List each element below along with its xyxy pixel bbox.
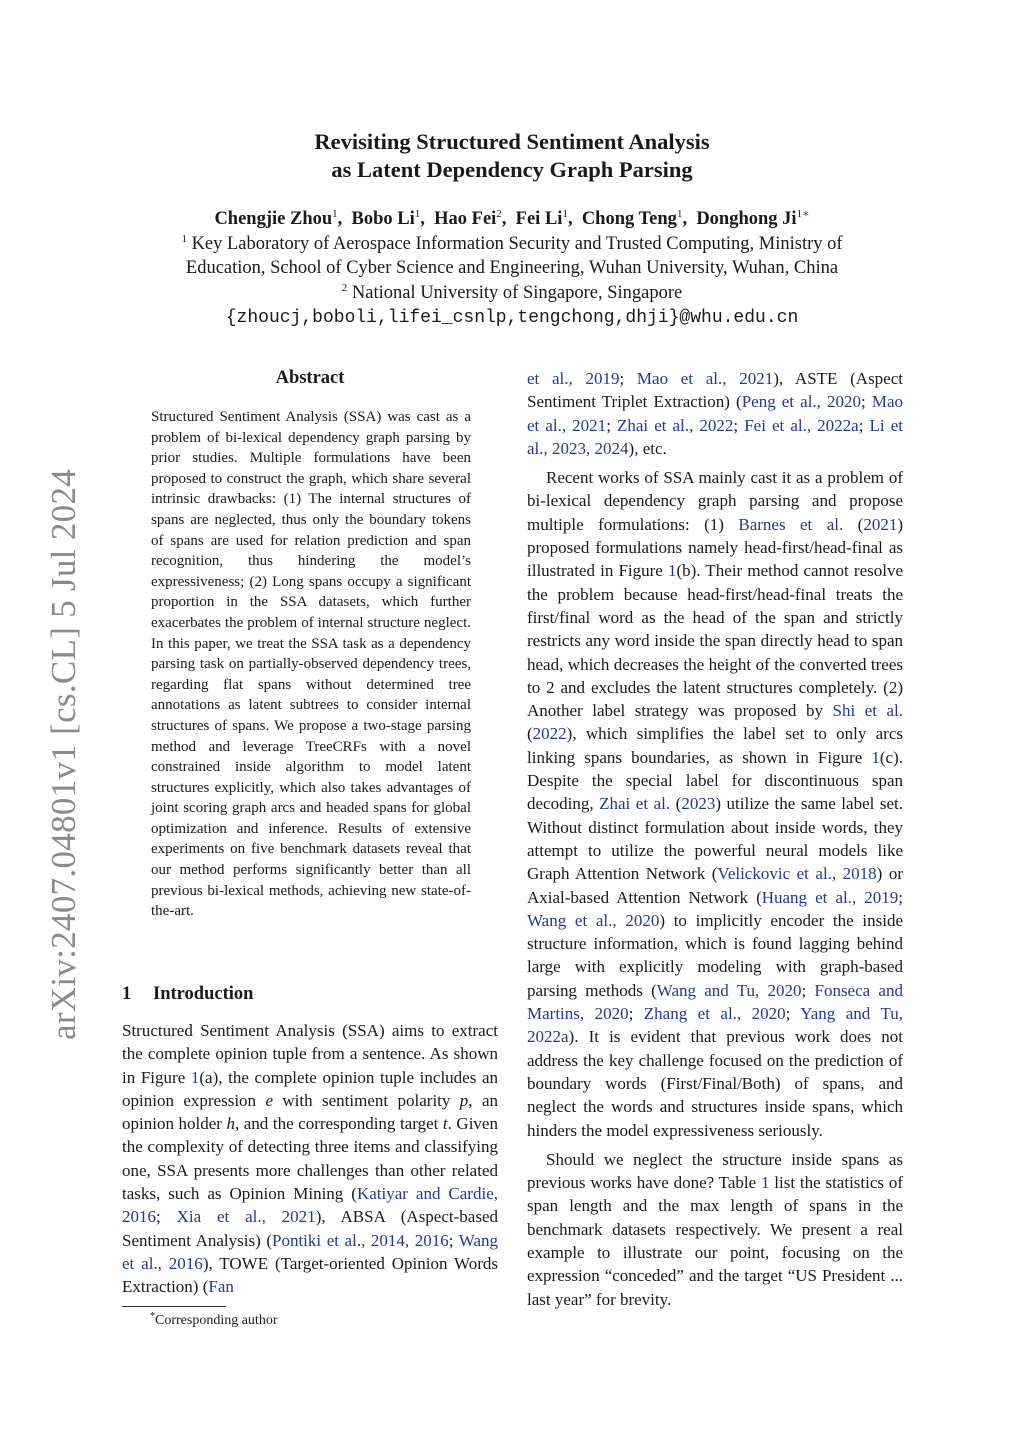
corresponding-author-mark[interactable]: ∗ [802,208,810,220]
intro-text: list the statistics of span length and the max length of spans in the benchmark datasets respectively. We present a real example to illustrate our point, focusing on the expression “conceded” and the target “US President ... last year” for brevity. [527,1173,903,1309]
citation-separator: ; [733,415,745,435]
citation-separator: ; [628,1004,644,1024]
affiliation-text: Key Laboratory of Aerospace Information Security and Trusted Computing, Ministry of [191,234,843,254]
citation-separator: ; [156,1207,177,1227]
citation-separator: ; [619,369,637,388]
intro-text: ) proposed formulations namely head-first/head-final as illustrated in Figure [527,514,903,581]
affiliation-number: 1 [796,208,803,220]
author-name: Bobo Li [351,209,415,229]
intro-text: ) to implicitly encoder the inside structure information, which is found lagging behind large with explicitly modeling with graph-based parsing methods ( [527,910,903,1000]
citation-link[interactable]: Wang et al., 2016 [122,1230,499,1273]
intro-text: (c). Despite the special label for discontinuous span decoding, [527,747,903,814]
citation-link[interactable]: Zhai et al. [599,794,671,814]
intro-text: , and the corresponding target [234,1114,443,1134]
intro-text: with sentiment polarity [273,1090,460,1110]
footnote-mark: * [150,1311,155,1322]
author-affiliation-mark: 1 [562,208,568,220]
affiliation-mark: 2 [341,282,348,294]
citation-link[interactable]: Peng et al., 2020 [741,392,862,412]
intro-text: Structured Sentiment Analysis (SSA) aims to extract the complete opinion tuple from a sentence. As shown in Figure [122,1021,498,1087]
affiliation-1-cont: Education, School of Cyber Science and Engineering, Wuhan University, Wuhan, China [185,258,839,278]
author-name: Donghong Ji [696,209,797,229]
author-name: Hao Fei [434,209,497,229]
citation-year-link[interactable]: 2021 [863,514,898,534]
author-name: Chong Teng [581,209,677,229]
figure-ref-link[interactable]: 1 [668,561,677,581]
intro-text: ), ASTE (Aspect Sentiment Triplet Extraction) ( [527,369,903,412]
citation-link[interactable]: Katiyar and Cardie, 2016 [122,1184,498,1227]
intro-text: (b). Their method cannot resolve the problem because head-first/head-final treats the first/final word as the head of the span and strictly restricts any word inside the span directly head to span head, which decreases the height of the converted trees to 2 and excludes the latent structures completely. (2) Another label strategy was proposed by [527,561,904,721]
author-affiliation-mark: 1 [414,208,421,220]
author-list: Chengjie Zhou$^1$, Bobo Li$^1$, Hao Fei$^2$, Fei Li$^1$, Chong Teng$^1$, Donghong $Ji^{1∗}$ [214,208,810,229]
citation-link[interactable]: Velickovic et al., 2018 [717,864,877,884]
citation-link[interactable]: Zhai et al., 2022 [616,415,734,435]
citation-link[interactable]: Wang et al., 2020 [527,910,660,930]
footnote [150,1311,277,1331]
citation-link[interactable]: Yang and Tu, 2022a [527,1004,903,1047]
intro-paragraph-cont [527,367,903,460]
affiliation-mark: 1 [181,233,187,245]
intro-text: ) or Axial-based Attention Network ( [527,864,903,907]
table-ref-link[interactable]: 1 [761,1173,770,1193]
intro-text: ( [670,794,682,814]
figure-ref-link[interactable]: 1 [190,1067,200,1087]
citation-year-link[interactable]: 2023 [681,794,716,814]
title-line: as Latent Dependency Graph Parsing [331,157,693,182]
intro-text: ) utilize the same label set. Without distinct formulation about inside words, they attempt to utilize the powerful neural models like Graph Attention Network ( [527,794,903,884]
right-column [527,367,903,1311]
section-number: 1 [122,984,132,1004]
intro-paragraph [527,466,903,1142]
math-var-p: p [459,1090,469,1110]
citation-link[interactable]: Shi et al. [832,701,903,721]
affiliation-1 [0,232,1024,256]
author-name: Chengjie Zhou [214,209,333,229]
citation-separator: ; [861,392,872,412]
citation-link[interactable]: Zhang et al., 2020 [643,1004,786,1024]
citation-link[interactable]: Fonseca and Martins, 2020 [527,980,903,1024]
citation-separator: ; [448,1230,459,1250]
intro-text: Recent works of SSA mainly cast it as a problem of bi-lexical dependency graph parsing and propose multiple formulations: (1) [527,468,903,534]
introduction-paragraph [122,1019,498,1299]
citation-separator: ; [801,980,815,1000]
intro-paragraph [527,1148,903,1311]
citation-link[interactable]: Huang et al., 2019 [761,887,899,907]
author-emails: {zhoucj,boboli,lifei_csnlp,tengchong,dhji}@whu.edu.cn [225,308,799,328]
citation-link[interactable]: Mao et al., 2021 [527,392,903,435]
section-heading-introduction [122,982,498,1006]
intro-text: ), etc. [628,438,667,458]
intro-text: ( [527,724,533,744]
author-affiliation-mark: 1 [332,208,338,220]
intro-text: Should we neglect the structure inside spans as previous works have done? Table [527,1149,903,1193]
affiliation-2 [0,281,1024,305]
intro-text: (a), the complete opinion tuple includes an opinion expression [122,1067,498,1110]
citation-link[interactable]: Li et al., 2023, 2024 [527,415,903,458]
author-affiliation-mark: 2 [496,208,502,220]
title-line: Revisiting Structured Sentiment Analysis [314,129,710,154]
citation-year-link[interactable]: 2022 [532,724,567,744]
paper-title [0,128,1024,184]
author-name: Fei Li [515,209,563,229]
citation-separator: ; [606,415,617,435]
intro-text: ( [843,514,864,534]
citation-link[interactable]: Barnes et al. [738,514,844,534]
citation-link[interactable]: Mao et al., 2021 [636,369,774,388]
citation-link[interactable]: et al., 2019 [527,369,620,388]
citation-link[interactable]: Fan [208,1277,234,1297]
intro-text: ), ABSA (Aspect-based Sentiment Analysis) ( [122,1207,498,1250]
intro-text: ). It is evident that previous work does not address the key challenge focused on the prediction of boundary words (First/Final/Both) of spans, and neglect the words and structures inside spans, which hinders the model expressiveness seriously. [527,1027,903,1140]
arxiv-stamp: arXiv:2407.04801v1 [cs.CL] 5 Jul 2024 [44,468,83,1040]
citation-link[interactable]: Xia et al., 2021 [176,1207,316,1227]
math-var-t: t [442,1114,448,1134]
citation-link[interactable]: Wang and Tu, 2020 [656,980,802,1000]
footnote-divider [122,1306,226,1307]
citation-link[interactable]: Fei et al., 2022a [744,415,859,435]
section-title: Introduction [153,984,254,1004]
citation-separator: ; [858,415,870,435]
footnote-text: Corresponding author [155,1313,278,1328]
abstract-body: Structured Sentiment Analysis (SSA) was cast as a problem of bi-lexical dependency graph parsing by prior studies. Multiple formulations have been proposed to construct the graph, which share several intrinsic drawbacks: (1) The internal structures of spans are neglected, thus only the boundary tokens of spans are used for relation prediction and span recognition, thus hindering the model’s expressiveness; (2) Long spans occupy a significant proportion in the SSA datasets, which further exacerbates the problem of internal structure neglect. In this paper, we treat the SSA task as a dependency parsing task on partially-observed dependency trees, regarding flat spans without determined tree annotations as latent subtrees to consider internal structures of spans. We propose a two-stage parsing method and leverage TreeCRFs with a novel constrained inside algorithm to model latent structures explicitly, which also takes advantages of joint scoring graph arcs and headed spans for global optimization and inference. Results of extensive experiments on five benchmark datasets reveal that our method performs significantly better than all previous bi-lexical methods, achieving new state-of-the-art. [151,409,471,920]
citation-separator: ; [785,1004,801,1024]
citation-separator: ; [898,887,904,907]
math-var-e: e [265,1090,273,1110]
math-var-h: h [226,1114,235,1134]
author-affiliation-mark: 1 [676,208,683,220]
intro-text: ), TOWE (Target-oriented Opinion Words Extraction) ( [122,1253,498,1297]
affiliation-text: National University of Singapore, Singapore [351,283,683,303]
intro-text: , an opinion holder [122,1090,498,1134]
intro-text: . Given the complexity of detecting three items and classifying one, SSA presents more challenges than other related tasks, such as Opinion Mining ( [122,1114,498,1204]
citation-link[interactable]: Pontiki et al., 2014, 2016 [272,1230,449,1250]
abstract-heading: Abstract [275,368,345,388]
figure-ref-link[interactable]: 1 [871,747,880,767]
intro-text: ), which simplifies the label set to only arcs linking spans boundaries, as shown in Figure [527,724,903,767]
author-affiliation-mark [797,208,810,220]
